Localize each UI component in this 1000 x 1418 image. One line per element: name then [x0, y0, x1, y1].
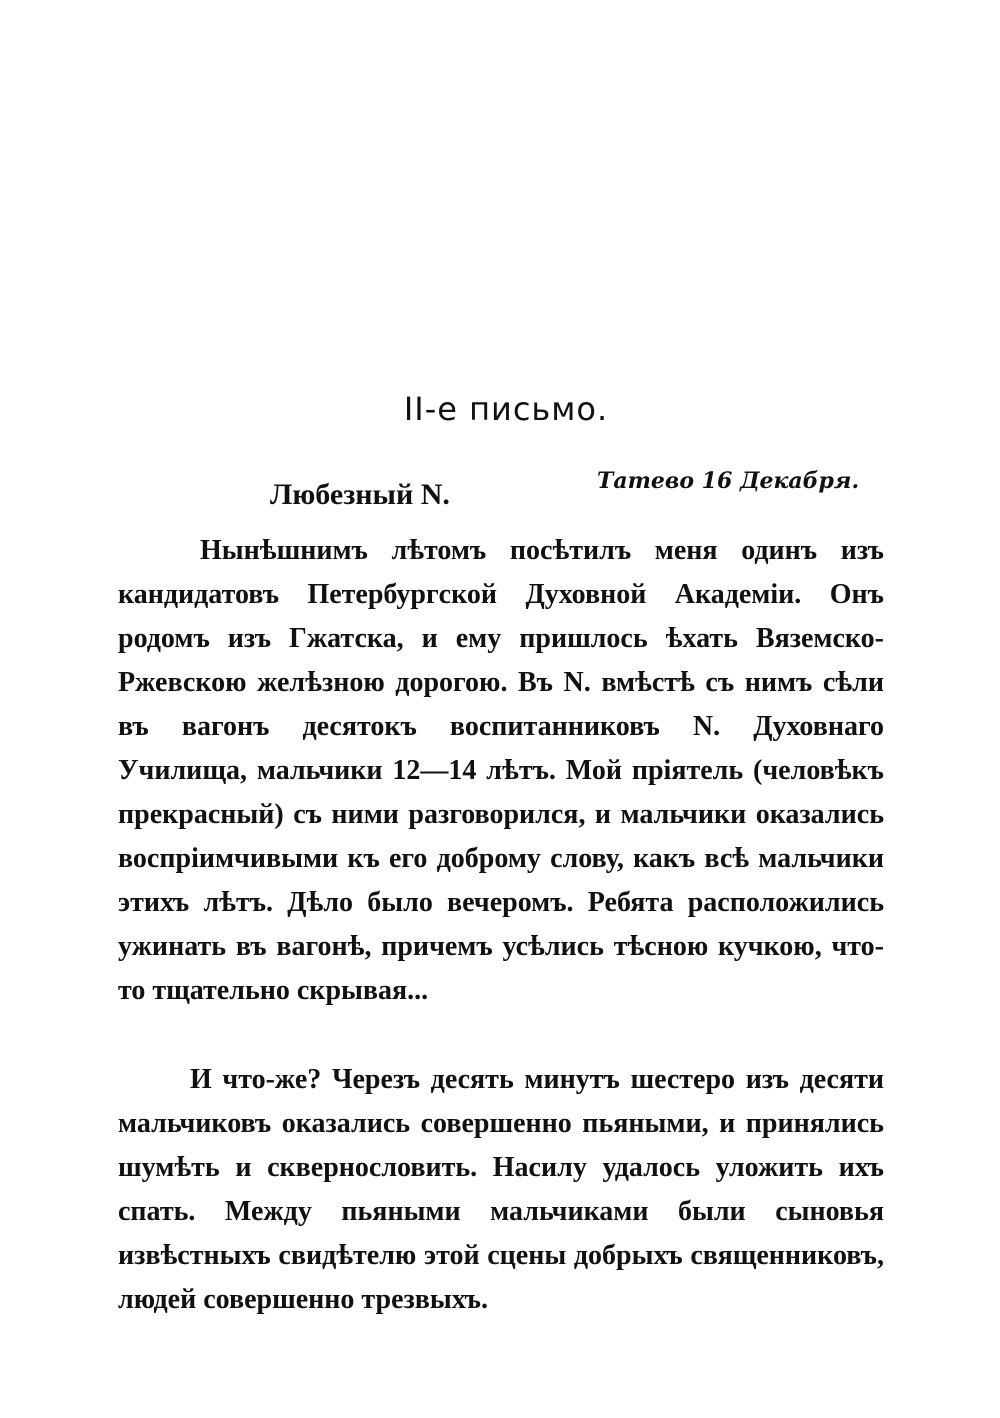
letter-heading: II-е письмо. — [403, 390, 609, 428]
salutation: Любезный N. — [270, 478, 450, 511]
dateline: Татево 16 Декабря. — [597, 468, 860, 494]
paragraph-2: И что-же? Черезъ десять минутъ шестеро изъ десяти мальчиковъ оказались совершенно пьяными, и принялись шумѣть и сквернословить. Насилу удалось уложить ихъ спать. Между пьяными мальчиками были сыновья извѣстныхъ свидѣтелю этой сцены добрыхъ священниковъ, людей совершенно трезвыхъ. — [118, 1064, 884, 1315]
paragraph-1: Нынѣшнимъ лѣтомъ посѣтилъ меня одинъ изъ кандидатовъ Петербургской Духовной Академіи. Онъ родомъ изъ Гжатска, и ему пришлось ѣхать Вяземско-Ржевскою желѣзною дорогою. Въ N. вмѣстѣ съ нимъ сѣли въ вагонъ десятокъ воспитанниковъ N. Духовнаго Училища, мальчики 12—14 лѣтъ. Мой пріятель (человѣкъ прекрасный) съ ними разговорился, и мальчики оказались воспріимчивыми къ его доброму слову, какъ всѣ мальчики этихъ лѣтъ. Дѣло было вечеромъ. Ребята расположились ужинать въ вагонѣ, причемъ усѣлись тѣсною кучкою, что-то тщательно скрывая... — [118, 535, 884, 1006]
